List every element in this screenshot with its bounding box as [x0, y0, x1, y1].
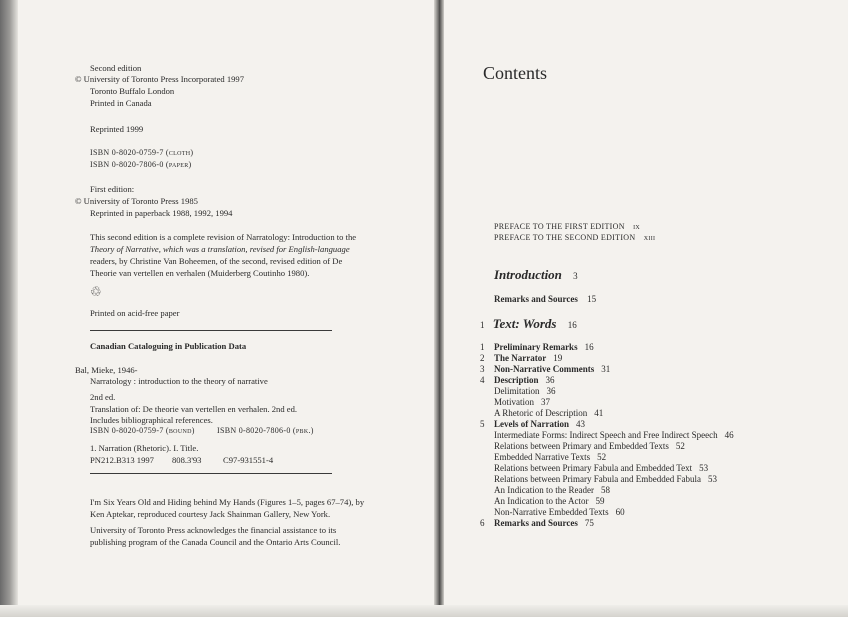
toc-entry-label: Motivation — [494, 397, 534, 407]
toc-entry-label: Relations between Primary Fabula and Embedded Fabula — [494, 474, 701, 484]
revision-note-line: Theorie van vertellen en verhalen (Muiderberg Coutinho 1980). — [90, 268, 310, 278]
toc-entry-label: Levels of Narration — [494, 419, 569, 429]
toc-entry-number: 6 — [480, 518, 485, 528]
paperback-reprints: Reprinted in paperback 1988, 1992, 1994 — [90, 208, 233, 218]
image-credit-line: Ken Aptekar, reproduced courtesy Jack Shainman Gallery, New York. — [90, 509, 331, 519]
cip-author: Bal, Mieke, 1946- — [75, 365, 138, 375]
acid-free-note: Printed on acid-free paper — [90, 308, 180, 318]
publisher-cities: Toronto Buffalo London — [90, 86, 175, 96]
toc-page: ix — [633, 222, 641, 231]
toc-entry-label: Relations between Primary and Embedded Texts — [494, 441, 669, 451]
toc-entry-number: 4 — [480, 375, 485, 385]
acknowledgement-line: publishing program of the Canada Council and the Ontario Arts Council. — [90, 537, 341, 547]
cip-control-number: C97-931551-4 — [223, 455, 274, 465]
book-gutter — [434, 0, 444, 617]
toc-page: xiii — [643, 233, 656, 242]
toc-page: 3 — [573, 271, 578, 281]
book-left-edge — [0, 0, 18, 617]
toc-page: 36 — [546, 386, 556, 396]
cip-edition: 2nd ed. — [90, 392, 116, 402]
toc-introduction — [494, 267, 578, 284]
recycle-icon: ♲ — [90, 284, 102, 299]
toc-chapter-label: Text: Words — [492, 316, 557, 331]
cip-title: Narratology : introduction to the theory of narrative — [90, 376, 268, 386]
revision-note-line: readers, by Christine Van Boheemen, of the second, revised edition of De — [90, 256, 343, 266]
acknowledgement-line: University of Toronto Press acknowledges the financial assistance to its — [90, 525, 337, 535]
toc-label: PREFACE TO THE SECOND EDITION — [494, 233, 636, 242]
toc-entry-label: An Indication to the Reader — [494, 485, 594, 495]
toc-page: 75 — [584, 518, 594, 528]
toc-page: 52 — [675, 441, 685, 451]
toc-label: Remarks and Sources — [494, 294, 578, 304]
toc-page: 58 — [600, 485, 610, 495]
toc-chapter-1 — [480, 316, 577, 333]
toc-label: PREFACE TO THE FIRST EDITION — [494, 222, 625, 231]
copyright-line: © University of Toronto Press Incorporated 1997 — [75, 74, 245, 84]
toc-page: 15 — [587, 294, 597, 304]
isbn-paper: ISBN 0-8020-7806-0 (paper) — [90, 160, 192, 169]
cip-heading: Canadian Cataloguing in Publication Data — [90, 341, 247, 351]
toc-entry-label: Relations between Primary Fabula and Embedded Text — [494, 463, 693, 473]
copyright-page — [18, 0, 434, 617]
cip-isbn-bound: ISBN 0-8020-0759-7 (bound) — [90, 426, 195, 435]
toc-preface-first — [494, 222, 640, 232]
cip-translation: Translation of: De theorie van vertellen en verhalen. 2nd ed. — [90, 404, 298, 414]
revision-note-line: This second edition is a complete revision of Narratology: Introduction to the — [90, 232, 357, 242]
toc-entry-number: 2 — [480, 353, 485, 363]
toc-page: 41 — [594, 408, 604, 418]
toc-entry-number: 3 — [480, 364, 485, 374]
toc-page: 53 — [699, 463, 709, 473]
toc-page: 52 — [597, 452, 607, 462]
printed-in: Printed in Canada — [90, 98, 152, 108]
toc-page: 19 — [553, 353, 563, 363]
divider-top — [90, 330, 332, 331]
toc-preface-second — [494, 233, 655, 243]
toc-entry-label: Intermediate Forms: Indirect Speech and Free Indirect Speech — [494, 430, 718, 440]
toc-page: 36 — [545, 375, 555, 385]
divider-bottom — [90, 473, 332, 474]
toc-entry-label: Description — [494, 375, 539, 385]
page-title: Contents — [483, 63, 548, 83]
first-edition-label: First edition: — [90, 184, 135, 194]
cip-bibliography: Includes bibliographical references. — [90, 415, 213, 425]
cip-dewey: 808.3'93 — [172, 455, 202, 465]
edition-line: Second edition — [90, 63, 142, 73]
isbn-cloth: ISBN 0-8020-0759-7 (cloth) — [90, 148, 194, 157]
toc-entry-label: The Narrator — [494, 353, 547, 363]
toc-entry-label: Preliminary Remarks — [494, 342, 578, 352]
toc-entry-label: Non-Narrative Embedded Texts — [494, 507, 609, 517]
contents-page — [444, 0, 848, 617]
toc-page: 60 — [615, 507, 625, 517]
toc-page: 43 — [575, 419, 585, 429]
toc-page: 31 — [601, 364, 611, 374]
toc-page: 37 — [541, 397, 550, 407]
toc-entry-label: An Indication to the Actor — [494, 496, 589, 506]
toc-page: 16 — [584, 342, 594, 352]
revision-note-line: Theory of Narrative, which was a translation, revised for English-language — [90, 244, 350, 254]
toc-entry-label: A Rhetoric of Description — [494, 408, 588, 418]
cip-isbn-pbk: ISBN 0-8020-7806-0 (pbk.) — [217, 426, 314, 435]
toc-label: Introduction — [494, 267, 562, 282]
cip-subjects: 1. Narration (Rhetoric). I. Title. — [90, 443, 199, 453]
toc-entry-label: Delimitation — [494, 386, 540, 396]
toc-entry-label: Remarks and Sources — [494, 518, 578, 528]
toc-entry-number: 5 — [480, 419, 485, 429]
toc-page: 59 — [595, 496, 605, 506]
first-edition-copyright: © University of Toronto Press 1985 — [75, 196, 198, 206]
toc-entry-label: Embedded Narrative Texts — [494, 452, 591, 462]
toc-page: 46 — [724, 430, 734, 440]
toc-chapter-number: 1 — [480, 320, 485, 330]
cip-call-number: PN212.B313 1997 — [90, 455, 154, 465]
toc-entry-number: 1 — [480, 342, 485, 352]
image-credit-line: I'm Six Years Old and Hiding behind My Hands (Figures 1–5, pages 67–74), by — [90, 497, 365, 507]
reprinted-line: Reprinted 1999 — [90, 124, 144, 134]
toc-page: 53 — [707, 474, 717, 484]
toc-page: 16 — [567, 320, 577, 330]
toc-intro-remarks — [494, 294, 596, 304]
toc-entry-label: Non-Narrative Comments — [494, 364, 595, 374]
